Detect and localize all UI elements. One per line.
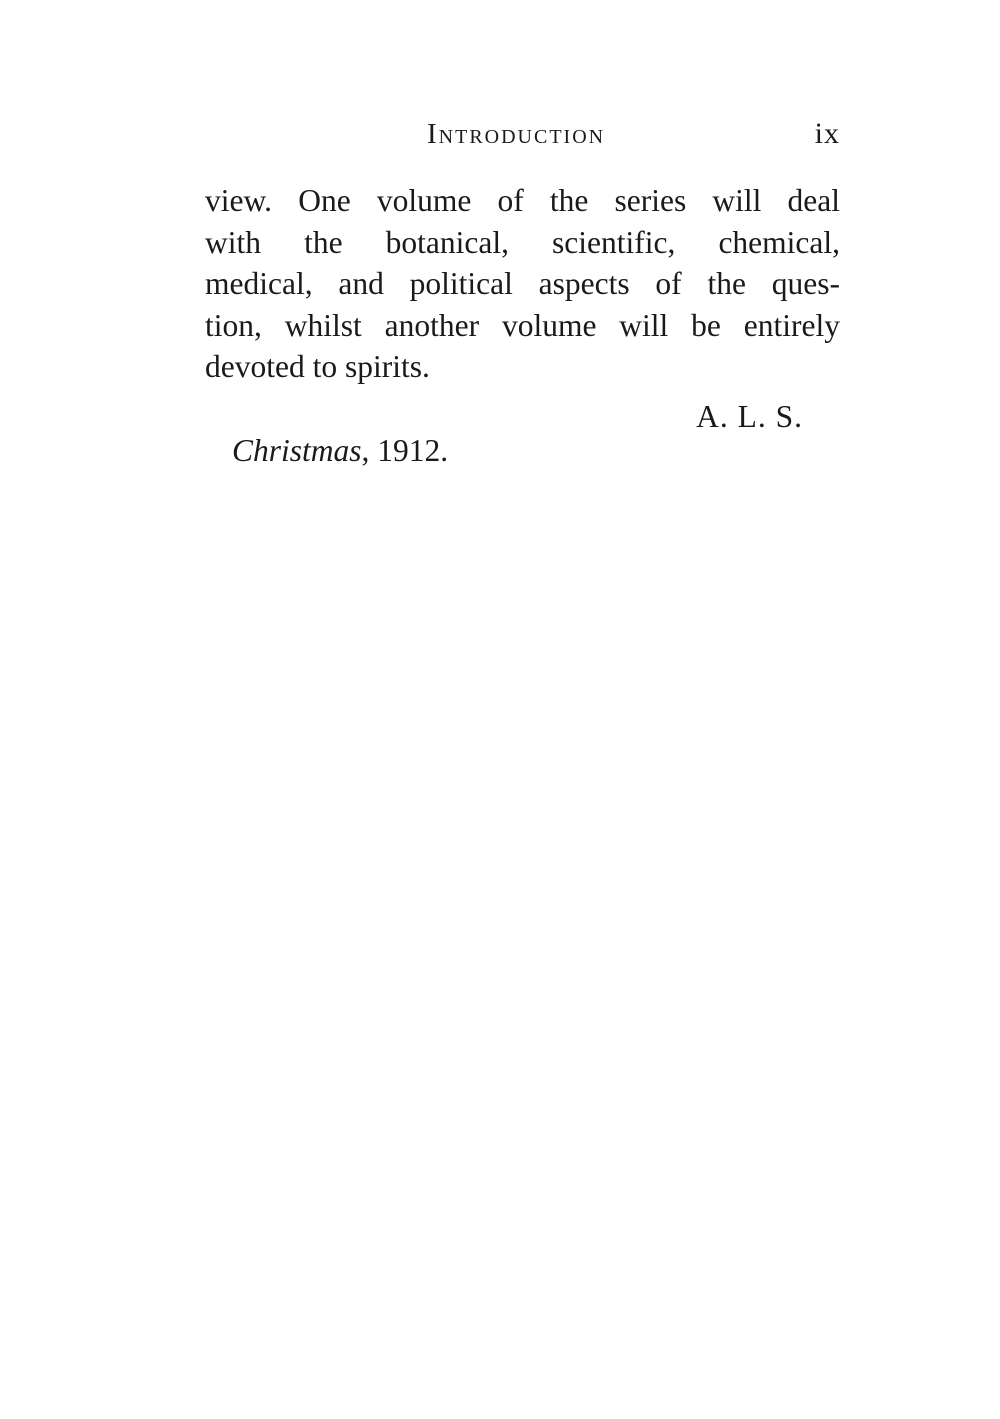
dateline-year: 1912. xyxy=(377,433,449,468)
dateline-occasion: Christmas xyxy=(232,433,362,468)
running-head xyxy=(205,112,840,156)
text-line: medical, and political aspects of the ques- xyxy=(205,266,840,301)
text-line: view. One volume of the series will deal xyxy=(205,183,840,218)
text-line: devoted to spirits. xyxy=(205,349,430,384)
running-title: Introduction xyxy=(427,118,606,150)
text-line: with the botanical, scientific, chemical, xyxy=(205,224,840,260)
body-paragraph xyxy=(205,180,840,388)
page-number: ix xyxy=(814,117,840,150)
dateline-separator: , xyxy=(361,433,378,468)
author-initials: A. L. S. xyxy=(696,399,803,434)
text-line: tion, whilst another volume will be entirely xyxy=(205,307,840,343)
dateline xyxy=(232,430,448,472)
